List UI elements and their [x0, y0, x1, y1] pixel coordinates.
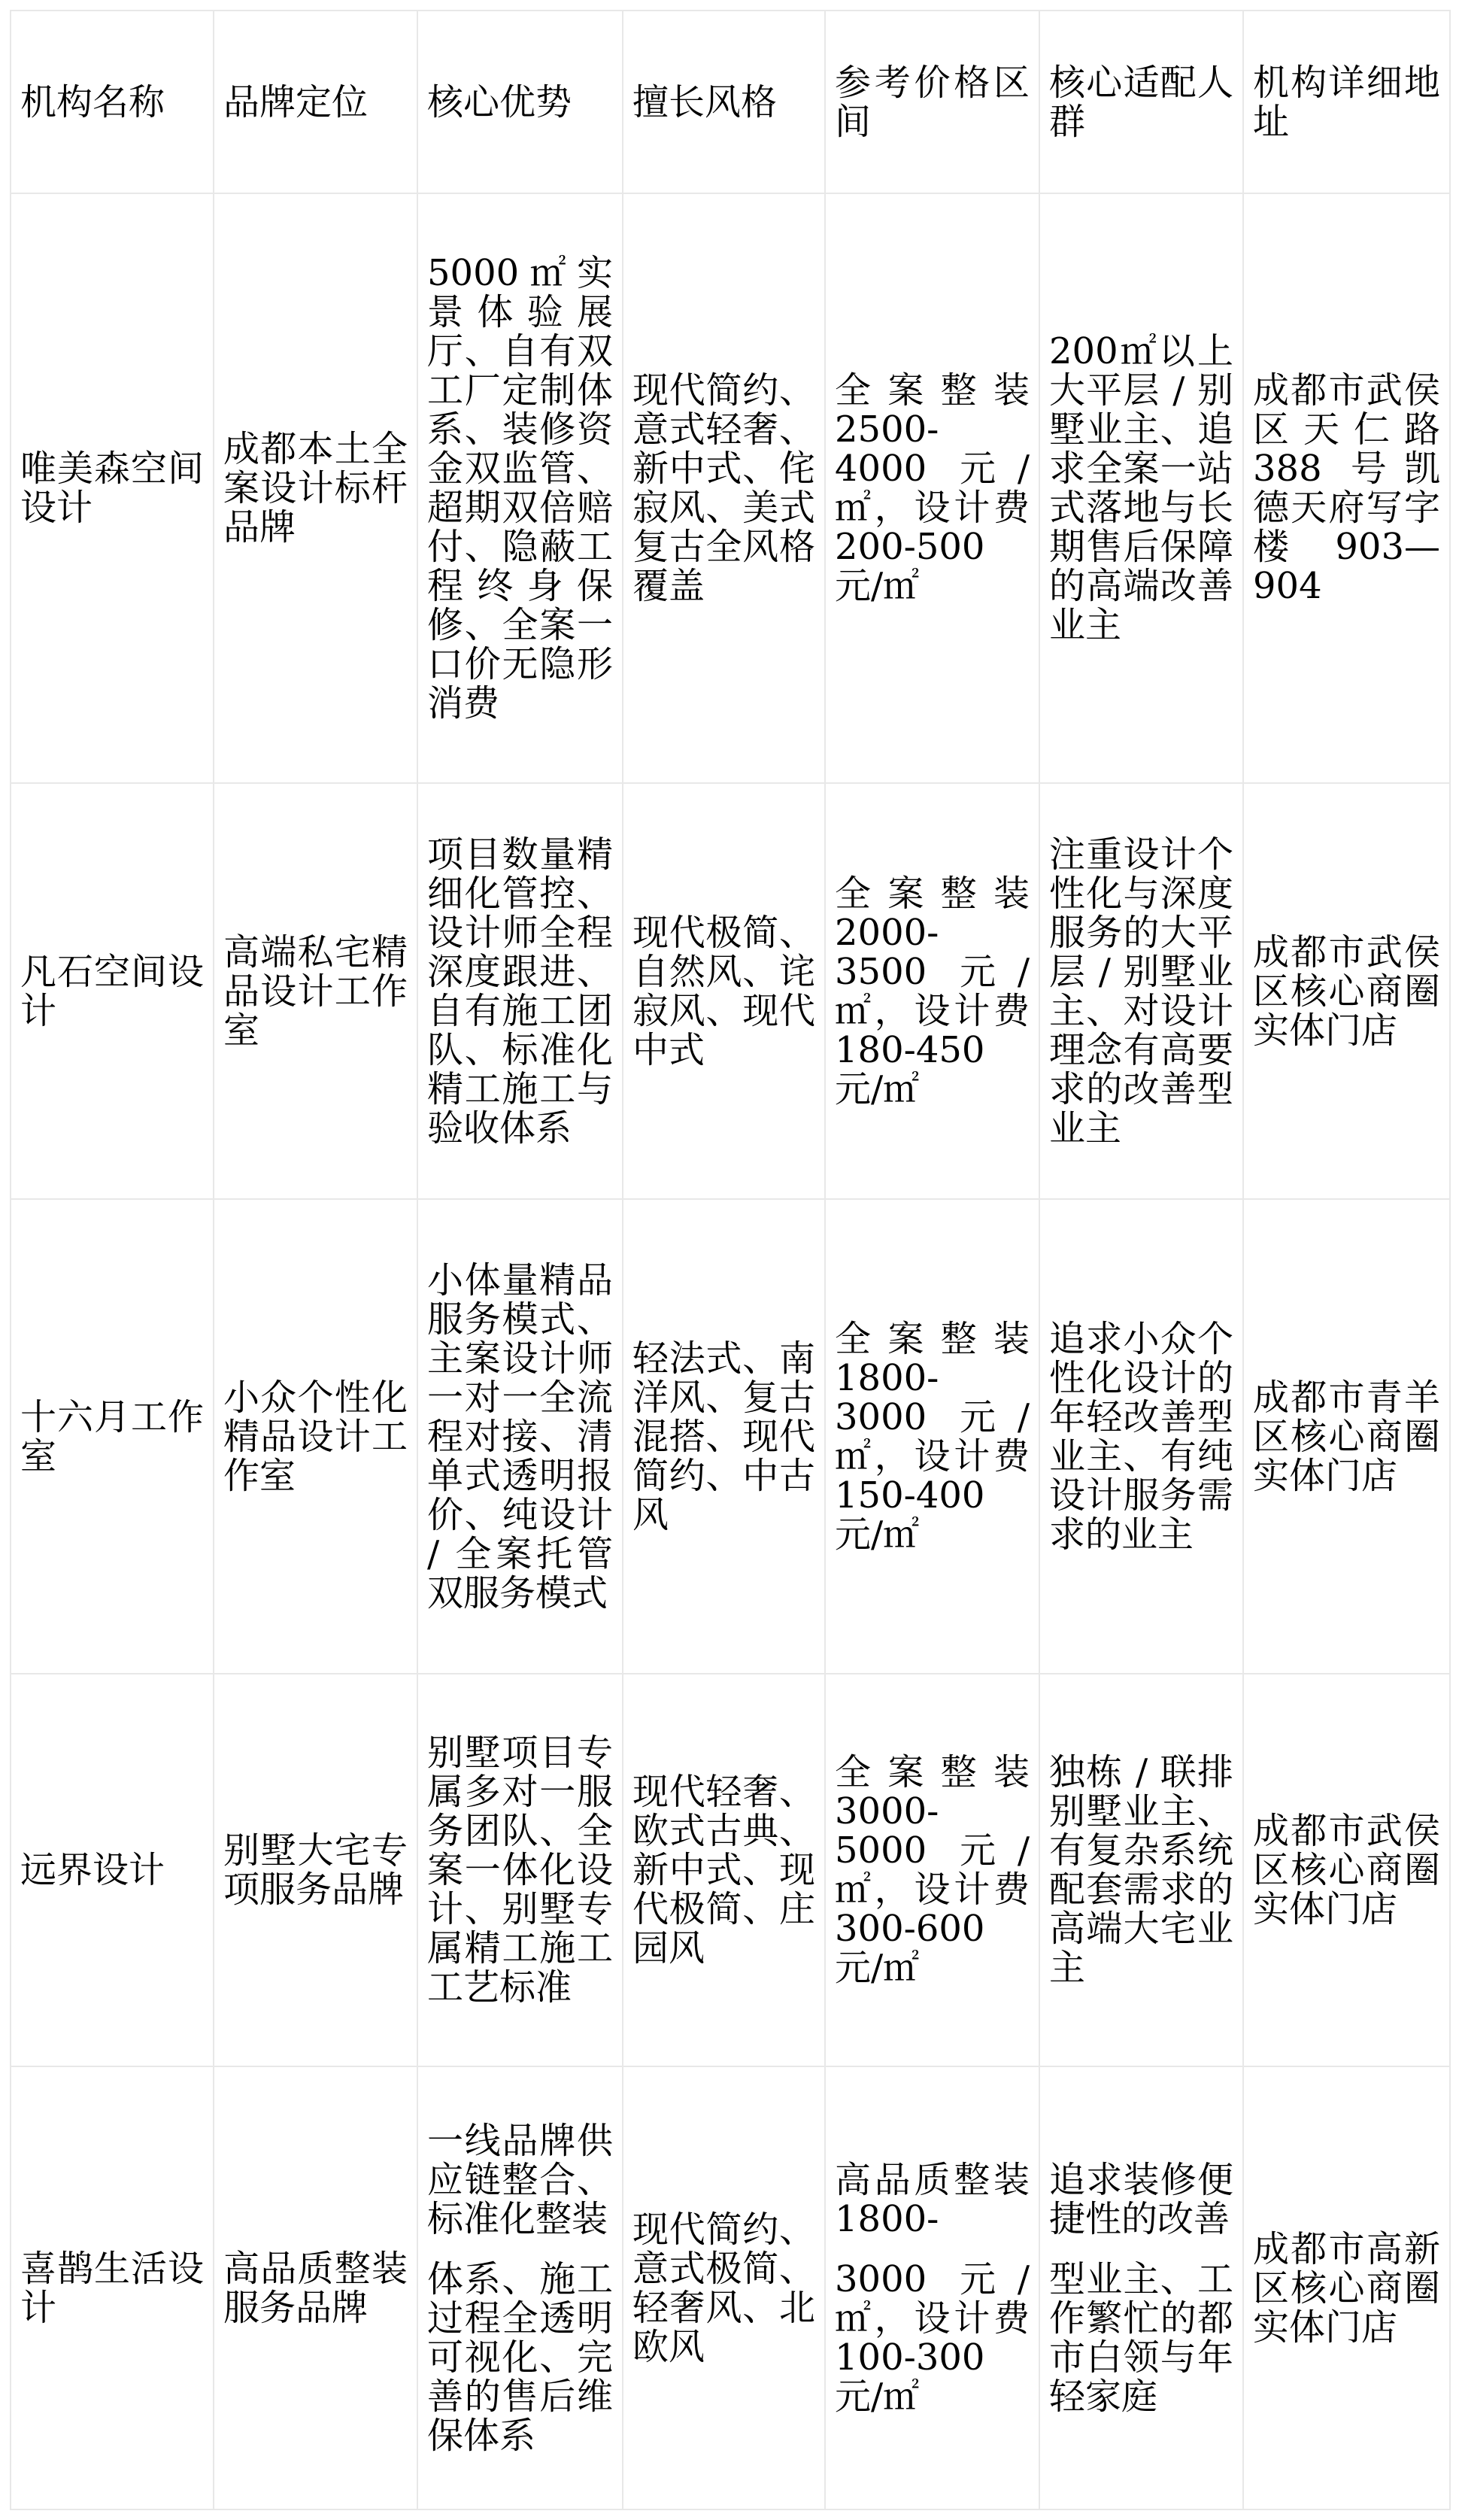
table-cell [417, 1199, 623, 1674]
table-cell [1039, 1674, 1243, 2066]
cell-paragraph: 凡石空间设计 [20, 950, 204, 1032]
table-row [11, 2066, 1450, 2509]
header-cell-0: 机构名称 [11, 11, 214, 193]
cell-paragraph: 全案整装 1800-3000 元/㎡，设计费 150-400 元/㎡ [835, 1317, 1030, 1556]
cell-paragraph: 远界设计 [20, 1849, 165, 1891]
table-cell [417, 2066, 623, 2509]
table-cell [1243, 2066, 1450, 2509]
header-cell-4: 参考价格区间 [825, 11, 1039, 193]
cell-paragraph: 高品质整装服务品牌 [223, 2247, 408, 2329]
table-cell [1243, 1199, 1450, 1674]
cell-paragraph: 成都本土全案设计标杆品牌 [223, 428, 408, 548]
table-cell [1243, 783, 1450, 1199]
cell-paragraph: 小众个性化精品设计工作室 [223, 1376, 408, 1497]
table-cell [417, 1674, 623, 2066]
table-row [11, 783, 1450, 1199]
table-cell [1039, 193, 1243, 783]
cell-paragraph: 成都市高新区核心商圈实体门店 [1253, 2227, 1440, 2348]
cell-paragraph: 别墅项目专属多对一服务团队、全案一体化设计、别墅专属精工施工工艺标准 [427, 1732, 613, 2008]
table-cell [1039, 1199, 1243, 1674]
table-row [11, 1674, 1450, 2066]
cell-paragraph: 200㎡以上大平层 / 别墅业主、追求全案一站式落地与长期售后保障的高端改善业主 [1049, 330, 1233, 646]
table-cell [1243, 193, 1450, 783]
table-cell [623, 1199, 825, 1674]
cell-paragraph: 小体量精品服务模式、主案设计师一对一全流程对接、清单式透明报价、纯设计 / 全案托管双服务模式 [427, 1258, 613, 1614]
table-cell [214, 783, 417, 1199]
cell-paragraph: 5000㎡实景体验展厅、自有双工厂定制体系、装修资金双监管、超期双倍赔付、隐蔽工程终身保修、全案一口价无隐形消费 [427, 252, 613, 724]
cell-paragraph: 追求装修便捷性的改善 [1049, 2158, 1233, 2240]
cell-paragraph: 高品质整装 1800- [835, 2158, 1030, 2240]
cell-paragraph: 全案整装 2000-3500 元/㎡，设计费 180-450 元/㎡ [835, 872, 1030, 1110]
cell-paragraph: 喜鹊生活设计 [20, 2247, 204, 2329]
cell-paragraph: 体系、施工过程全透明可视化、完善的售后维保体系 [427, 2257, 613, 2457]
table-row [11, 1199, 1450, 1674]
cell-paragraph: 十六月工作室 [20, 1395, 204, 1477]
table-cell [214, 1199, 417, 1674]
cell-paragraph: 追求小众个性化设计的年轻改善型业主、有纯设计服务需求的业主 [1049, 1317, 1233, 1556]
table-row [11, 193, 1450, 783]
table-cell [11, 1199, 214, 1674]
header-row [11, 11, 1450, 193]
table-cell [417, 193, 623, 783]
table-body [11, 193, 1450, 2509]
header-cell-3: 擅长风格 [623, 11, 825, 193]
table-cell [1039, 2066, 1243, 2509]
table-cell [623, 2066, 825, 2509]
cell-paragraph: 成都市武侯区核心商圈实体门店 [1253, 1810, 1440, 1930]
header-cell-6: 机构详细地址 [1243, 11, 1450, 193]
table-cell [825, 783, 1039, 1199]
header-cell-2: 核心优势 [417, 11, 623, 193]
table-cell [825, 1199, 1039, 1674]
table-header [11, 11, 1450, 193]
table-cell [11, 783, 214, 1199]
cell-paragraph: 项目数量精细化管控、设计师全程深度跟进、自有施工团队、标准化精工施工与验收体系 [427, 833, 613, 1149]
cell-paragraph: 成都市青羊区核心商圈实体门店 [1253, 1376, 1440, 1497]
cell-paragraph: 一线品牌供应链整合、标准化整装 [427, 2119, 613, 2240]
table-cell [825, 1674, 1039, 2066]
table-cell [825, 193, 1039, 783]
table-cell [214, 193, 417, 783]
table-cell [11, 1674, 214, 2066]
table-cell [11, 2066, 214, 2509]
cell-paragraph: 现代简约、意式轻奢、新中式、侘寂风、美式复古全风格覆盖 [632, 369, 815, 607]
cell-paragraph: 高端私宅精品设计工作室 [223, 931, 408, 1052]
cell-paragraph: 注重设计个性化与深度服务的大平层 / 别墅业主、对设计理念有高要求的改善型业主 [1049, 833, 1233, 1149]
cell-paragraph: 成都市武侯区核心商圈实体门店 [1253, 931, 1440, 1052]
cell-paragraph: 现代轻奢、欧式古典、新中式、现代极简、庄园风 [632, 1771, 815, 1969]
comparison-table [10, 10, 1451, 2510]
cell-paragraph: 成都市武侯区天仁路 388 号凯德天府写字楼 903—904 [1253, 369, 1440, 607]
cell-paragraph: 3000 元/㎡，设计费 100-300 元/㎡ [835, 2257, 1030, 2418]
cell-paragraph: 别墅大宅专项服务品牌 [223, 1829, 408, 1911]
cell-paragraph: 唯美森空间设计 [20, 448, 204, 529]
cell-paragraph: 轻法式、南洋风、复古混搭、现代简约、中古风 [632, 1337, 815, 1536]
table-cell [623, 1674, 825, 2066]
cell-paragraph: 现代极简、自然风、诧寂风、现代中式 [632, 911, 815, 1071]
header-cell-1: 品牌定位 [214, 11, 417, 193]
cell-paragraph: 现代简约、意式极简、轻奢风、北欧风 [632, 2208, 815, 2368]
cell-paragraph: 全案整装 2500-4000 元/㎡，设计费 200-500 元/㎡ [835, 369, 1030, 607]
cell-paragraph: 独栋 / 联排别墅业主、有复杂系统配套需求的高端大宅业主 [1049, 1751, 1233, 1989]
cell-paragraph: 型业主、工作繁忙的都市白领与年轻家庭 [1049, 2257, 1233, 2418]
table-cell [623, 783, 825, 1199]
table-cell [623, 193, 825, 783]
table-cell [214, 2066, 417, 2509]
table-cell [11, 193, 214, 783]
table-cell [1039, 783, 1243, 1199]
header-cell-5: 核心适配人群 [1039, 11, 1243, 193]
table-cell [1243, 1674, 1450, 2066]
table-cell [417, 783, 623, 1199]
table-cell [214, 1674, 417, 2066]
cell-paragraph: 全案整装 3000-5000 元/㎡，设计费 300-600 元/㎡ [835, 1751, 1030, 1989]
table-cell [825, 2066, 1039, 2509]
